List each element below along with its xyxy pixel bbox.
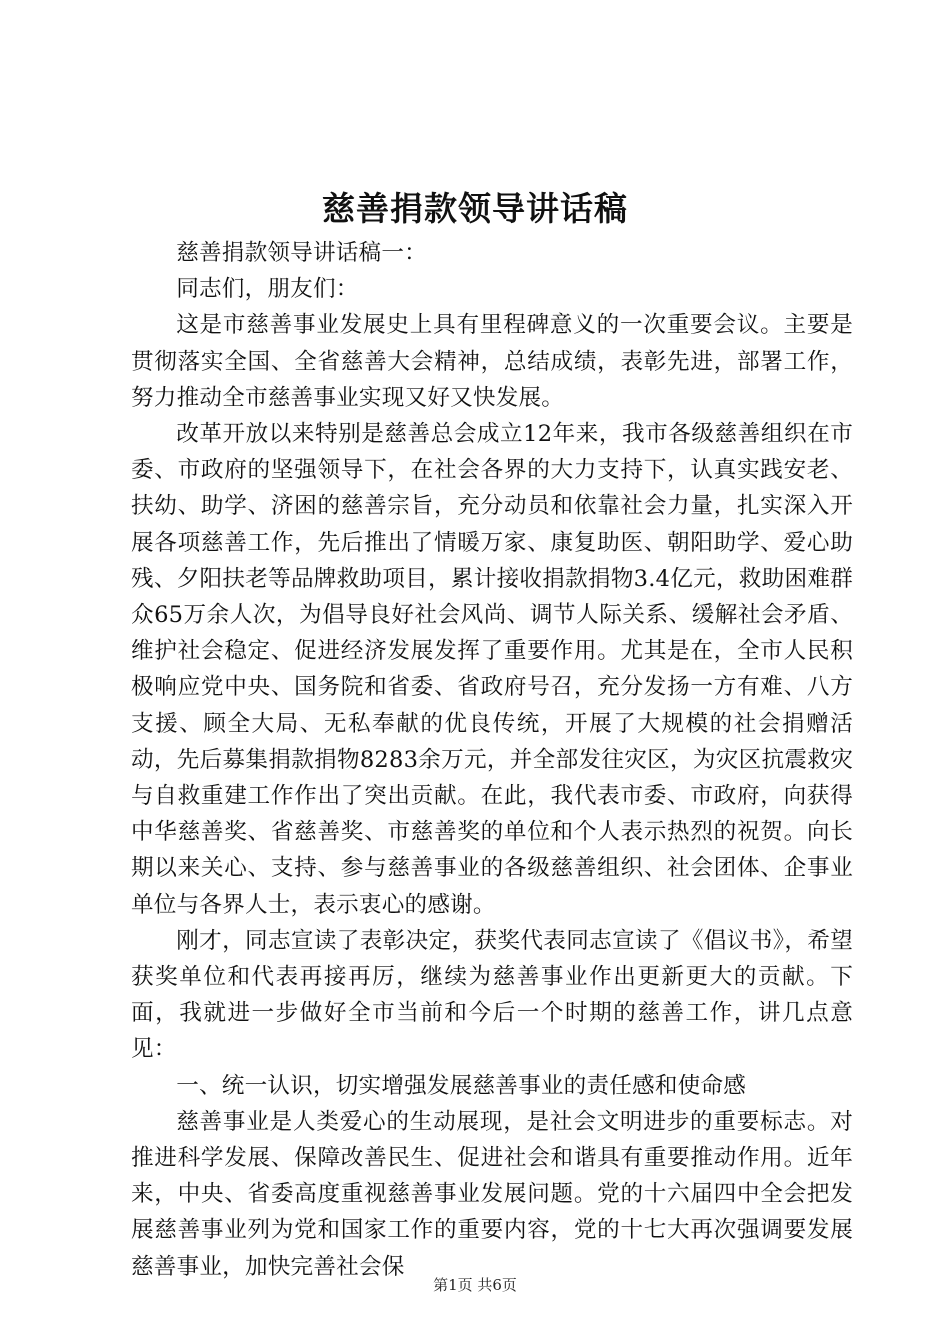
- paragraph: 刚才，同志宣读了表彰决定，获奖代表同志宣读了《倡议书》，希望获奖单位和代表再接再厉，继续为慈善事业作出更新更大的贡献。下面，我就进一步做好全市当前和今后一个时期的慈善工作，讲几点意见：: [131, 927, 853, 1063]
- paragraph: 同志们，朋友们：: [176, 276, 359, 303]
- paragraph: 慈善捐款领导讲话稿一：: [176, 240, 427, 266]
- paragraph: 改革开放以来特别是慈善总会成立12年来，我市各级慈善组织在市委、市政府的坚强领导下，在社会各界的大力支持下，认真实践安老、扶幼、助学、济困的慈善宗旨，充分动员和依靠社会力量，扎实深入开展各项慈善工作，先后推出了情暖万家、康复助医、朝阳助学、爱心助残、夕阳扶老等品牌救助项目，累计接收捐款捐物3.4亿元，救助困难群众65万余人次，为倡导良好社会风尚、调节人际关系、缓解社会矛盾、维护社会稳定、促进经济发展发挥了重要作用。尤其是在，全市人民积极响应党中央、国务院和省委、省政府号召，充分发扬一方有难、八方支援、顾全大局、无私奉献的优良传统，开展了大规模的社会捐赠活动，先后募集捐款捐物8283余万元，并全部发往灾区，为灾区抗震救灾与自救重建工作作出了突出贡献。在此，我代表市委、市政府，向获得中华慈善奖、省慈善奖、市慈善奖的单位和个人表示热烈的祝贺。向长期以来关心、支持、参与慈善事业的各级慈善组织、社会团体、企事业单位与各界人士，表示衷心的感谢。: [131, 421, 853, 918]
- section-heading: 一、统一认识，切实增强发展慈善事业的责任感和使命感: [176, 1072, 747, 1099]
- paragraph: 这是市慈善事业发展史上具有里程碑意义的一次重要会议。主要是贯彻落实全国、全省慈善大会精神，总结成绩，表彰先进，部署工作，努力推动全市慈善事业实现又好又快发展。: [131, 312, 853, 411]
- document-body: [131, 235, 853, 1285]
- page-number-footer: 第1页 共6页: [433, 1276, 517, 1294]
- paragraph: 慈善事业是人类爱心的生动展现，是社会文明进步的重要标志。对推进科学发展、保障改善民生、促进社会和谐具有重要推动作用。近年来，中央、省委高度重视慈善事业发展问题。党的十六届四中全会把发展慈善事业列为党和国家工作的重要内容，党的十七大再次强调要发展慈善事业，加快完善社会保: [131, 1108, 853, 1280]
- document-title: 慈善捐款领导讲话稿: [322, 189, 628, 228]
